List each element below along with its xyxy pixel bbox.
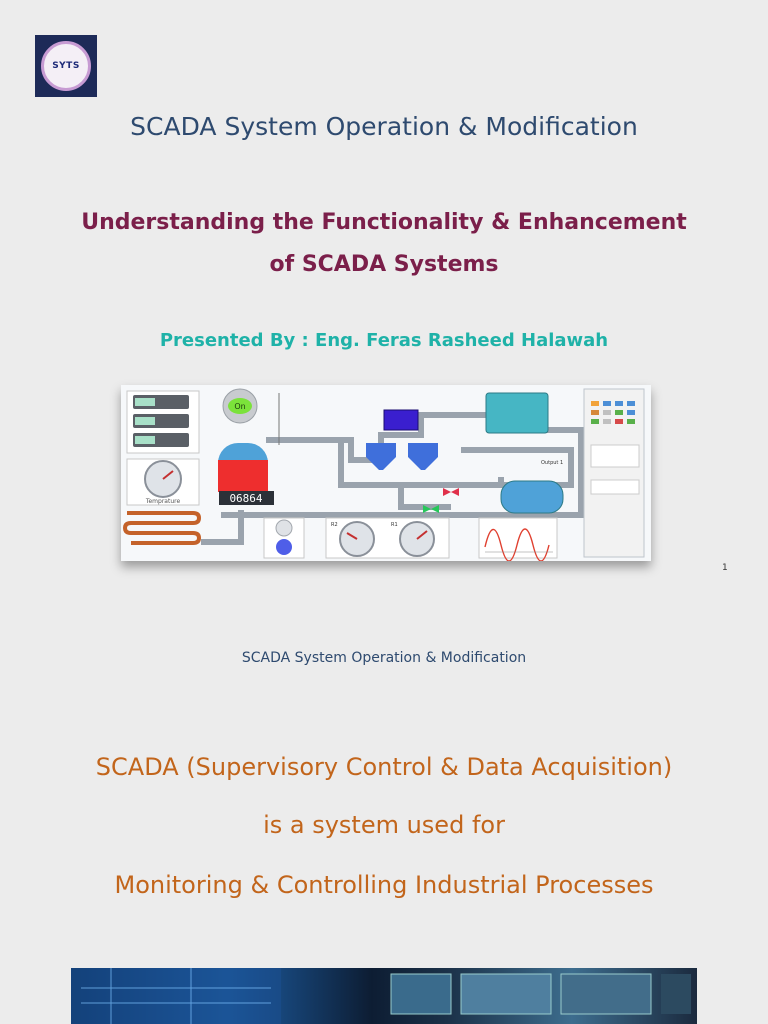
toolbox-panel-icon bbox=[584, 389, 644, 557]
slide-subtitle bbox=[0, 202, 768, 286]
logo-circle bbox=[41, 41, 91, 91]
logo-text: SYTS bbox=[52, 61, 80, 71]
gauge-label: Temprature bbox=[145, 498, 181, 505]
main-tank-icon bbox=[218, 443, 268, 495]
temperature-gauge-icon bbox=[127, 459, 199, 505]
gauge-r1-label: R1 bbox=[391, 522, 398, 528]
gauge-r2-label: R2 bbox=[331, 522, 338, 528]
pressure-gauges-icon bbox=[326, 518, 449, 558]
on-button-icon bbox=[223, 389, 257, 423]
storage-tank-icon bbox=[501, 481, 563, 513]
filter-tank-icon bbox=[486, 393, 548, 433]
on-button-label: On bbox=[234, 402, 246, 411]
digital-meters-icon bbox=[127, 391, 199, 453]
slide-title: SCADA System Operation & Modification bbox=[130, 112, 638, 141]
scada-hmi-illustration bbox=[121, 385, 651, 561]
page-2-header: SCADA System Operation & Modification bbox=[241, 650, 527, 666]
scada-definition-line-3: Monitoring & Controlling Industrial Processes bbox=[114, 871, 654, 899]
output-label: Output 1 bbox=[541, 460, 564, 466]
indicator-lights-icon bbox=[264, 518, 304, 558]
counter-value: 06864 bbox=[229, 492, 263, 505]
company-logo bbox=[35, 35, 97, 97]
control-room-photo bbox=[71, 968, 697, 1024]
presenter-line: Presented By : Eng. Feras Rasheed Halawah bbox=[159, 330, 609, 351]
subtitle-line-1: Understanding the Functionality & Enhancement bbox=[81, 210, 687, 235]
page-number: 1 bbox=[722, 563, 728, 573]
trend-chart-icon bbox=[479, 518, 557, 561]
scada-definition-line-1: SCADA (Supervisory Control & Data Acquisition) bbox=[95, 753, 673, 781]
scada-definition-line-2: is a system used for bbox=[263, 811, 505, 839]
subtitle-line-2: of SCADA Systems bbox=[269, 252, 499, 277]
blue-block-icon bbox=[384, 410, 418, 430]
